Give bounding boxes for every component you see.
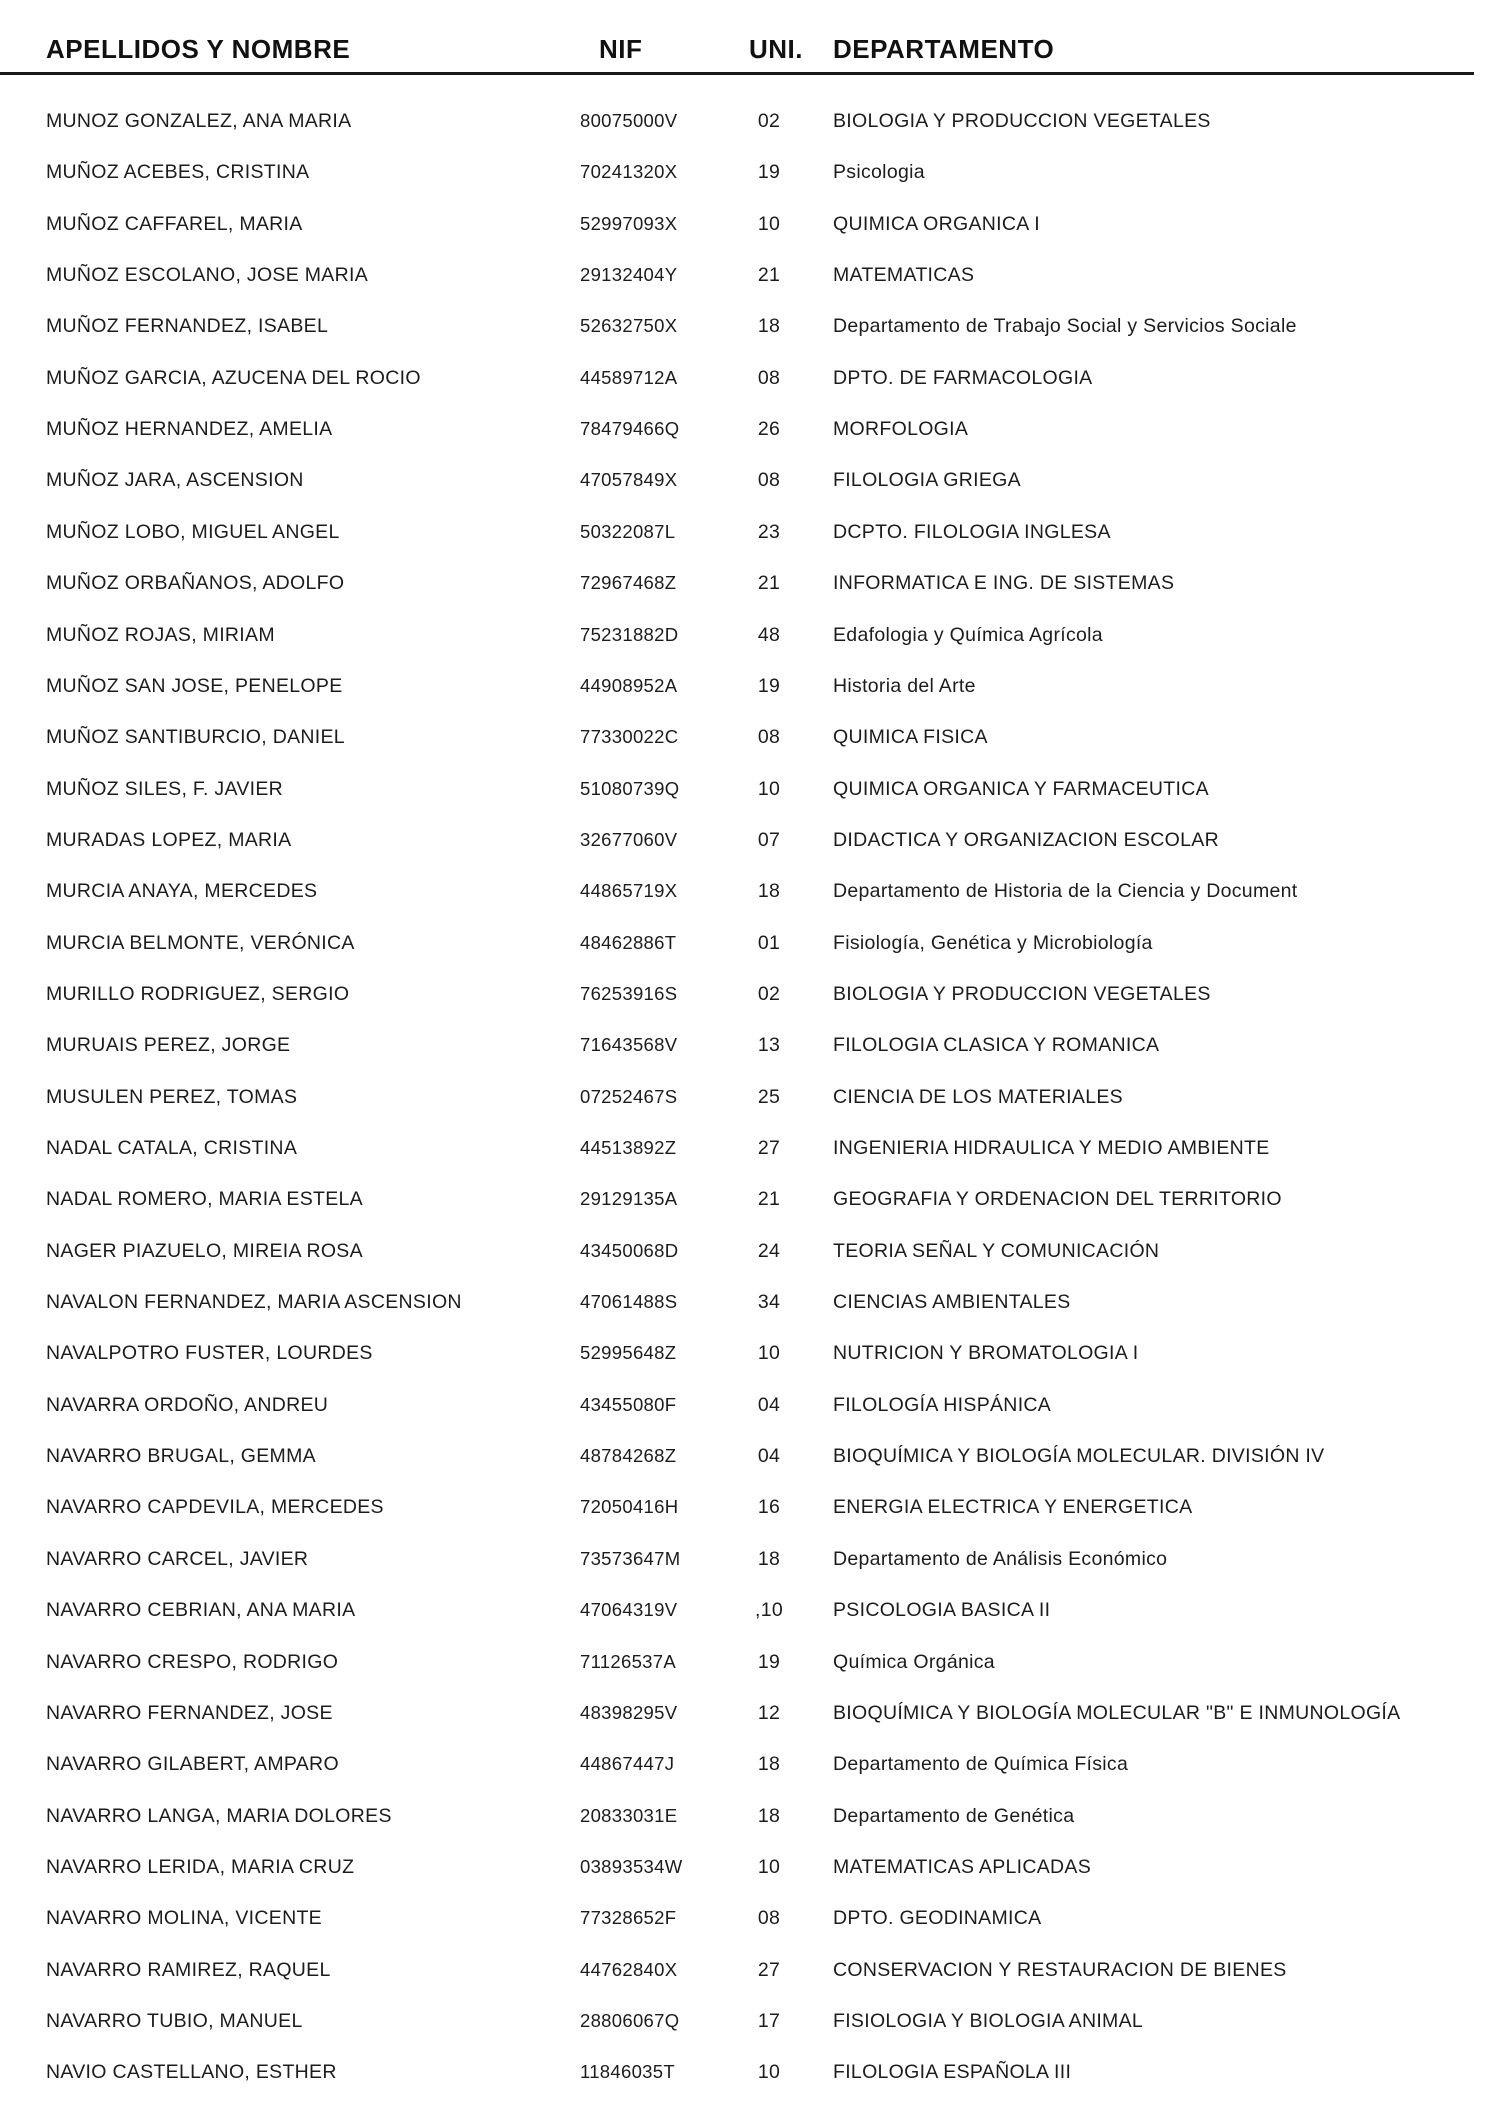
department-name: DCPTO. FILOLOGIA INGLESA bbox=[833, 521, 1111, 543]
table-row bbox=[0, 1804, 1500, 1844]
nif-value: 80075000V bbox=[580, 110, 678, 131]
nif-value: 78479466Q bbox=[580, 418, 680, 439]
person-name: MURCIA ANAYA, MERCEDES bbox=[46, 880, 318, 902]
nif-value: 76253916S bbox=[580, 983, 678, 1004]
unit-code: 10 bbox=[757, 2061, 781, 2083]
nif-value: 44513892Z bbox=[580, 1137, 677, 1158]
table-row bbox=[0, 160, 1500, 200]
person-name: NAVARRO CRESPO, RODRIGO bbox=[46, 1651, 339, 1673]
person-name: MUÑOZ JARA, ASCENSION bbox=[46, 469, 304, 491]
nif-value: 07252467S bbox=[580, 1086, 678, 1107]
department-name: MATEMATICAS APLICADAS bbox=[833, 1856, 1092, 1878]
table-row bbox=[0, 1495, 1500, 1535]
person-name: MUÑOZ ORBAÑANOS, ADOLFO bbox=[46, 572, 345, 594]
table-row bbox=[0, 982, 1500, 1022]
unit-code: 18 bbox=[757, 1548, 781, 1570]
unit-code: 48 bbox=[757, 624, 781, 646]
department-name: INGENIERIA HIDRAULICA Y MEDIO AMBIENTE bbox=[833, 1137, 1270, 1159]
nif-value: 50322087L bbox=[580, 521, 676, 542]
unit-code: 08 bbox=[757, 1907, 781, 1929]
person-name: MUÑOZ ACEBES, CRISTINA bbox=[46, 161, 310, 183]
table-row bbox=[0, 366, 1500, 406]
department-name: BIOQUÍMICA Y BIOLOGÍA MOLECULAR. DIVISIÓN IV bbox=[833, 1445, 1325, 1467]
nif-value: 47064319V bbox=[580, 1599, 678, 1620]
unit-code: 02 bbox=[757, 983, 781, 1005]
nif-value: 51080739Q bbox=[580, 778, 680, 799]
table-row bbox=[0, 109, 1500, 149]
person-name: NAVARRO TUBIO, MANUEL bbox=[46, 2010, 303, 2032]
nif-value: 44908952A bbox=[580, 675, 678, 696]
person-name: NAVARRO BRUGAL, GEMMA bbox=[46, 1445, 316, 1467]
department-name: QUIMICA ORGANICA I bbox=[833, 213, 1040, 235]
nif-value: 44762840X bbox=[580, 1959, 678, 1980]
unit-code: 08 bbox=[757, 367, 781, 389]
department-name: BIOLOGIA Y PRODUCCION VEGETALES bbox=[833, 983, 1211, 1005]
nif-value: 28806067Q bbox=[580, 2010, 680, 2031]
table-row bbox=[0, 674, 1500, 714]
table-row bbox=[0, 1187, 1500, 1227]
person-name: MUÑOZ HERNANDEZ, AMELIA bbox=[46, 418, 333, 440]
department-name: Departamento de Trabajo Social y Servicios Sociale bbox=[833, 315, 1297, 337]
unit-code: 10 bbox=[757, 778, 781, 800]
nif-value: 29132404Y bbox=[580, 264, 678, 285]
department-name: Química Orgánica bbox=[833, 1651, 995, 1673]
person-name: NAVARRO CARCEL, JAVIER bbox=[46, 1548, 309, 1570]
department-name: FILOLOGIA GRIEGA bbox=[833, 469, 1021, 491]
table-row bbox=[0, 2009, 1500, 2049]
person-name: MURADAS LOPEZ, MARIA bbox=[46, 829, 292, 851]
nif-value: 43455080F bbox=[580, 1394, 677, 1415]
unit-code: 18 bbox=[757, 1805, 781, 1827]
table-row bbox=[0, 1958, 1500, 1998]
department-name: Departamento de Historia de la Ciencia y Document bbox=[833, 880, 1298, 902]
table-row bbox=[0, 1906, 1500, 1946]
table-row bbox=[0, 1444, 1500, 1484]
nif-value: 77330022C bbox=[580, 726, 679, 747]
department-name: QUIMICA FISICA bbox=[833, 726, 988, 748]
unit-code: 04 bbox=[757, 1394, 781, 1416]
nif-value: 52995648Z bbox=[580, 1342, 677, 1363]
table-row bbox=[0, 1598, 1500, 1638]
unit-code: 08 bbox=[757, 726, 781, 748]
table-row bbox=[0, 571, 1500, 611]
person-name: NAVARRO GILABERT, AMPARO bbox=[46, 1753, 339, 1775]
table-row bbox=[0, 1701, 1500, 1741]
unit-code: 08 bbox=[757, 469, 781, 491]
table-row bbox=[0, 623, 1500, 663]
nif-value: 52632750X bbox=[580, 315, 678, 336]
unit-code: 27 bbox=[757, 1137, 781, 1159]
unit-code: 19 bbox=[757, 675, 781, 697]
person-name: MUÑOZ ROJAS, MIRIAM bbox=[46, 624, 275, 646]
person-name: NAVARRO CAPDEVILA, MERCEDES bbox=[46, 1496, 384, 1518]
department-name: INFORMATICA E ING. DE SISTEMAS bbox=[833, 572, 1175, 594]
department-name: Departamento de Química Física bbox=[833, 1753, 1129, 1775]
department-name: FILOLOGÍA HISPÁNICA bbox=[833, 1394, 1052, 1416]
department-name: Psicologia bbox=[833, 161, 925, 183]
nif-value: 43450068D bbox=[580, 1240, 679, 1261]
unit-code: 23 bbox=[757, 521, 781, 543]
table-row bbox=[0, 1290, 1500, 1330]
person-name: NAVARRO FERNANDEZ, JOSE bbox=[46, 1702, 333, 1724]
nif-value: 48398295V bbox=[580, 1702, 678, 1723]
person-name: NAVARRO LANGA, MARIA DOLORES bbox=[46, 1805, 392, 1827]
unit-code: 10 bbox=[757, 1856, 781, 1878]
table-row bbox=[0, 468, 1500, 508]
person-name: MUÑOZ FERNANDEZ, ISABEL bbox=[46, 315, 329, 337]
person-name: NAVALON FERNANDEZ, MARIA ASCENSION bbox=[46, 1291, 462, 1313]
person-name: MURCIA BELMONTE, VERÓNICA bbox=[46, 932, 355, 954]
department-name: Historia del Arte bbox=[833, 675, 976, 697]
unit-code: 10 bbox=[757, 213, 781, 235]
nif-value: 44589712A bbox=[580, 367, 678, 388]
header-divider bbox=[0, 72, 1474, 75]
nif-value: 77328652F bbox=[580, 1907, 677, 1928]
unit-code: 17 bbox=[757, 2010, 781, 2032]
table-row bbox=[0, 777, 1500, 817]
table-row bbox=[0, 2060, 1500, 2100]
table-row bbox=[0, 725, 1500, 765]
person-name: MUÑOZ ESCOLANO, JOSE MARIA bbox=[46, 264, 369, 286]
unit-code: ,10 bbox=[754, 1599, 783, 1621]
table-row bbox=[0, 1393, 1500, 1433]
unit-code: 07 bbox=[757, 829, 781, 851]
person-name: MUÑOZ SILES, F. JAVIER bbox=[46, 778, 284, 800]
department-name: Fisiología, Genética y Microbiología bbox=[833, 932, 1153, 954]
person-name: MUÑOZ CAFFAREL, MARIA bbox=[46, 213, 303, 235]
nif-value: 29129135A bbox=[580, 1188, 678, 1209]
nif-value: 32677060V bbox=[580, 829, 678, 850]
table-row bbox=[0, 263, 1500, 303]
table-row bbox=[0, 828, 1500, 868]
unit-code: 25 bbox=[757, 1086, 781, 1108]
person-name: NAVIO CASTELLANO, ESTHER bbox=[46, 2061, 337, 2083]
unit-code: 18 bbox=[757, 880, 781, 902]
nif-value: 48462886T bbox=[580, 932, 677, 953]
unit-code: 16 bbox=[757, 1496, 781, 1518]
table-row bbox=[0, 1752, 1500, 1792]
person-name: MUNOZ GONZALEZ, ANA MARIA bbox=[46, 110, 352, 132]
department-name: CIENCIA DE LOS MATERIALES bbox=[833, 1086, 1123, 1108]
unit-code: 34 bbox=[757, 1291, 781, 1313]
nif-value: 73573647M bbox=[580, 1548, 681, 1569]
department-name: GEOGRAFIA Y ORDENACION DEL TERRITORIO bbox=[833, 1188, 1282, 1210]
unit-code: 04 bbox=[757, 1445, 781, 1467]
table-row bbox=[0, 1033, 1500, 1073]
table-row bbox=[0, 314, 1500, 354]
table-row bbox=[0, 1650, 1500, 1690]
header-name: APELLIDOS Y NOMBRE bbox=[46, 34, 351, 64]
table-row bbox=[0, 212, 1500, 252]
table-row bbox=[0, 879, 1500, 919]
person-name: MUÑOZ SAN JOSE, PENELOPE bbox=[46, 675, 343, 697]
unit-code: 21 bbox=[757, 572, 781, 594]
person-name: NAVARRO MOLINA, VICENTE bbox=[46, 1907, 322, 1929]
unit-code: 19 bbox=[757, 1651, 781, 1673]
nif-value: 44865719X bbox=[580, 880, 678, 901]
person-name: MUÑOZ LOBO, MIGUEL ANGEL bbox=[46, 521, 340, 543]
unit-code: 26 bbox=[757, 418, 781, 440]
nif-value: 11846035T bbox=[580, 2061, 675, 2082]
person-name: NAVARRO RAMIREZ, RAQUEL bbox=[46, 1959, 331, 1981]
table-row bbox=[0, 1341, 1500, 1381]
person-name: NADAL ROMERO, MARIA ESTELA bbox=[46, 1188, 363, 1210]
person-name: NAVALPOTRO FUSTER, LOURDES bbox=[46, 1342, 373, 1364]
department-name: MORFOLOGIA bbox=[833, 418, 969, 440]
nif-value: 44867447J bbox=[580, 1753, 675, 1774]
person-name: MURILLO RODRIGUEZ, SERGIO bbox=[46, 983, 350, 1005]
unit-code: 27 bbox=[757, 1959, 781, 1981]
person-name: MUÑOZ SANTIBURCIO, DANIEL bbox=[46, 726, 345, 748]
department-name: FILOLOGIA ESPAÑOLA III bbox=[833, 2061, 1072, 2083]
person-name: NAVARRO LERIDA, MARIA CRUZ bbox=[46, 1856, 355, 1878]
nif-value: 71643568V bbox=[580, 1034, 678, 1055]
table-row bbox=[0, 1855, 1500, 1895]
department-name: QUIMICA ORGANICA Y FARMACEUTICA bbox=[833, 778, 1209, 800]
person-name: NADAL CATALA, CRISTINA bbox=[46, 1137, 298, 1159]
nif-value: 47057849X bbox=[580, 469, 678, 490]
nif-value: 72967468Z bbox=[580, 572, 677, 593]
unit-code: 18 bbox=[757, 315, 781, 337]
unit-code: 21 bbox=[757, 264, 781, 286]
department-name: NUTRICION Y BROMATOLOGIA I bbox=[833, 1342, 1139, 1364]
nif-value: 47061488S bbox=[580, 1291, 678, 1312]
department-name: TEORIA SEÑAL Y COMUNICACIÓN bbox=[833, 1240, 1160, 1262]
unit-code: 02 bbox=[757, 110, 781, 132]
table-row bbox=[0, 417, 1500, 457]
unit-code: 01 bbox=[757, 932, 781, 954]
department-name: FILOLOGIA CLASICA Y ROMANICA bbox=[833, 1034, 1160, 1056]
department-name: FISIOLOGIA Y BIOLOGIA ANIMAL bbox=[833, 2010, 1144, 2032]
header-nif: NIF bbox=[599, 34, 643, 64]
person-name: MUÑOZ GARCIA, AZUCENA DEL ROCIO bbox=[46, 367, 421, 389]
nif-value: 70241320X bbox=[580, 161, 678, 182]
unit-code: 10 bbox=[757, 1342, 781, 1364]
header-uni: UNI. bbox=[749, 34, 803, 64]
nif-value: 72050416H bbox=[580, 1496, 679, 1517]
person-name: NAGER PIAZUELO, MIREIA ROSA bbox=[46, 1240, 363, 1262]
nif-value: 75231882D bbox=[580, 624, 679, 645]
unit-code: 18 bbox=[757, 1753, 781, 1775]
person-name: MUSULEN PEREZ, TOMAS bbox=[46, 1086, 298, 1108]
unit-code: 13 bbox=[757, 1034, 781, 1056]
table-row bbox=[0, 1239, 1500, 1279]
department-name: DPTO. DE FARMACOLOGIA bbox=[833, 367, 1093, 389]
department-name: MATEMATICAS bbox=[833, 264, 975, 286]
nif-value: 48784268Z bbox=[580, 1445, 677, 1466]
table-row bbox=[0, 931, 1500, 971]
nif-value: 52997093X bbox=[580, 213, 678, 234]
person-name: MURUAIS PEREZ, JORGE bbox=[46, 1034, 291, 1056]
department-name: Departamento de Genética bbox=[833, 1805, 1075, 1827]
nif-value: 71126537A bbox=[580, 1651, 676, 1672]
table-header bbox=[0, 34, 1500, 70]
unit-code: 24 bbox=[757, 1240, 781, 1262]
table-row bbox=[0, 1085, 1500, 1125]
nif-value: 20833031E bbox=[580, 1805, 678, 1826]
department-name: Departamento de Análisis Económico bbox=[833, 1548, 1168, 1570]
department-name: ENERGIA ELECTRICA Y ENERGETICA bbox=[833, 1496, 1193, 1518]
department-name: BIOQUÍMICA Y BIOLOGÍA MOLECULAR "B" E INMUNOLOGÍA bbox=[833, 1702, 1401, 1724]
department-name: PSICOLOGIA BASICA II bbox=[833, 1599, 1051, 1621]
department-name: DPTO. GEODINAMICA bbox=[833, 1907, 1042, 1929]
nif-value: 03893534W bbox=[580, 1856, 683, 1877]
department-name: DIDACTICA Y ORGANIZACION ESCOLAR bbox=[833, 829, 1219, 851]
table-row bbox=[0, 1136, 1500, 1176]
table-row bbox=[0, 1547, 1500, 1587]
department-name: CIENCIAS AMBIENTALES bbox=[833, 1291, 1071, 1313]
unit-code: 19 bbox=[757, 161, 781, 183]
header-department: DEPARTAMENTO bbox=[833, 34, 1055, 64]
department-name: Edafologia y Química Agrícola bbox=[833, 624, 1103, 646]
department-name: BIOLOGIA Y PRODUCCION VEGETALES bbox=[833, 110, 1211, 132]
department-name: CONSERVACION Y RESTAURACION DE BIENES bbox=[833, 1959, 1287, 1981]
person-name: NAVARRA ORDOÑO, ANDREU bbox=[46, 1394, 329, 1416]
table-row bbox=[0, 520, 1500, 560]
person-name: NAVARRO CEBRIAN, ANA MARIA bbox=[46, 1599, 356, 1621]
unit-code: 12 bbox=[757, 1702, 781, 1724]
unit-code: 21 bbox=[757, 1188, 781, 1210]
